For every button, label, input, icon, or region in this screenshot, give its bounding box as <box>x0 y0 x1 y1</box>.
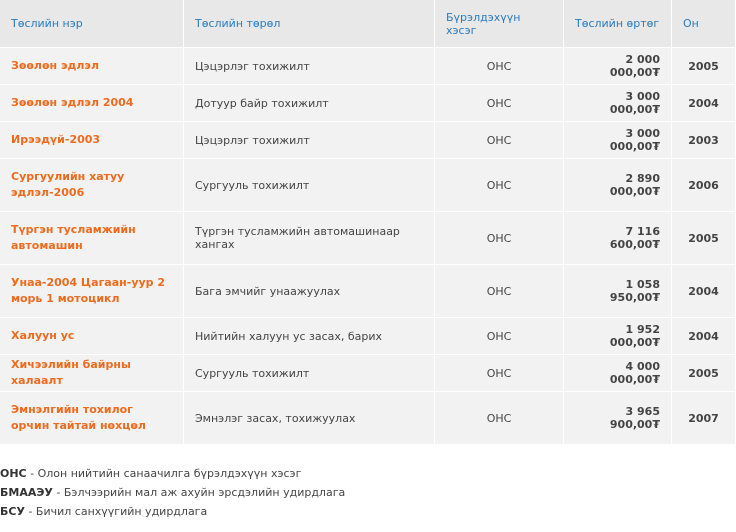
table-row <box>0 159 736 212</box>
project-cost: 3 000 000,00₮ <box>564 122 672 159</box>
legend-item <box>0 502 345 521</box>
project-year: 2004 <box>672 85 736 122</box>
project-cost: 3 000 000,00₮ <box>564 85 672 122</box>
project-component: ОНС <box>435 265 564 318</box>
project-name-link[interactable]: Сургуулийн хатуу эдлэл-2006 <box>0 159 184 212</box>
project-component: ОНС <box>435 212 564 265</box>
table-row <box>0 122 736 159</box>
project-type: Сургууль тохижилт <box>184 159 435 212</box>
project-year: 2005 <box>672 355 736 392</box>
table-row <box>0 355 736 392</box>
project-component: ОНС <box>435 318 564 355</box>
legend-item <box>0 464 345 483</box>
legend-item <box>0 483 345 502</box>
project-component: ОНС <box>435 355 564 392</box>
project-cost: 1 058 950,00₮ <box>564 265 672 318</box>
legend-text: - Олон нийтийн санаачилга бүрэлдэхүүн хэсэг <box>26 467 302 480</box>
project-type: Нийтийн халуун ус засах, барих <box>184 318 435 355</box>
project-component: ОНС <box>435 85 564 122</box>
header-year[interactable]: Он <box>672 0 736 48</box>
project-type: Цэцэрлэг тохижилт <box>184 48 435 85</box>
project-cost: 7 116 600,00₮ <box>564 212 672 265</box>
project-name-link[interactable]: Зөөлөн эдлэл 2004 <box>0 85 184 122</box>
project-component: ОНС <box>435 159 564 212</box>
project-year: 2005 <box>672 212 736 265</box>
legend-abbr: БСУ <box>0 505 25 518</box>
legend-text: - Бичил санхүүгийн удирдлага <box>24 505 208 518</box>
project-cost: 3 965 900,00₮ <box>564 392 672 445</box>
project-name-link[interactable]: Хичээлийн байрны халаалт <box>0 355 184 392</box>
project-name-link[interactable]: Түргэн тусламжийн автомашин <box>0 212 184 265</box>
project-type: Цэцэрлэг тохижилт <box>184 122 435 159</box>
project-name-link[interactable]: Унаа-2004 Цагаан-уур 2 морь 1 мотоцикл <box>0 265 184 318</box>
project-cost: 4 000 000,00₮ <box>564 355 672 392</box>
project-component: ОНС <box>435 122 564 159</box>
project-name-link[interactable]: Зөөлөн эдлэл <box>0 48 184 85</box>
project-name-link[interactable]: Халуун ус <box>0 318 184 355</box>
table-row <box>0 85 736 122</box>
project-type: Сургууль тохижилт <box>184 355 435 392</box>
legend-abbr: БМААЭУ <box>0 486 53 499</box>
project-component: ОНС <box>435 48 564 85</box>
project-cost: 2 000 000,00₮ <box>564 48 672 85</box>
table-row <box>0 265 736 318</box>
project-year: 2007 <box>672 392 736 445</box>
project-type: Түргэн тусламжийн автомашинаар хангах <box>184 212 435 265</box>
legend-text: - Бэлчээрийн мал аж ахуйн эрсдэлийн удирдлага <box>52 486 346 499</box>
project-cost: 1 952 000,00₮ <box>564 318 672 355</box>
header-project-cost[interactable]: Төслийн өртөг <box>564 0 672 48</box>
header-project-type[interactable]: Төслийн төрөл <box>184 0 435 48</box>
table-row <box>0 48 736 85</box>
table-header-row <box>0 0 736 48</box>
project-year: 2005 <box>672 48 736 85</box>
table-row <box>0 392 736 445</box>
project-year: 2006 <box>672 159 736 212</box>
table-row <box>0 212 736 265</box>
legend-abbr: ОНС <box>0 467 27 480</box>
project-name-link[interactable]: Эмнэлгийн тохилог орчин тайтай нөхцөл <box>0 392 184 445</box>
project-cost: 2 890 000,00₮ <box>564 159 672 212</box>
project-name-link[interactable]: Ирээдүй-2003 <box>0 122 184 159</box>
project-component: ОНС <box>435 392 564 445</box>
project-type: Дотуур байр тохижилт <box>184 85 435 122</box>
project-year: 2004 <box>672 265 736 318</box>
table-row <box>0 318 736 355</box>
project-type: Эмнэлэг засах, тохижуулах <box>184 392 435 445</box>
header-project-name[interactable]: Төслийн нэр <box>0 0 184 48</box>
project-year: 2004 <box>672 318 736 355</box>
project-type: Бага эмчийг унаажуулах <box>184 265 435 318</box>
abbreviation-legend <box>0 464 345 521</box>
project-year: 2003 <box>672 122 736 159</box>
header-component[interactable]: Бүрэлдэхүүн хэсэг <box>435 0 564 48</box>
